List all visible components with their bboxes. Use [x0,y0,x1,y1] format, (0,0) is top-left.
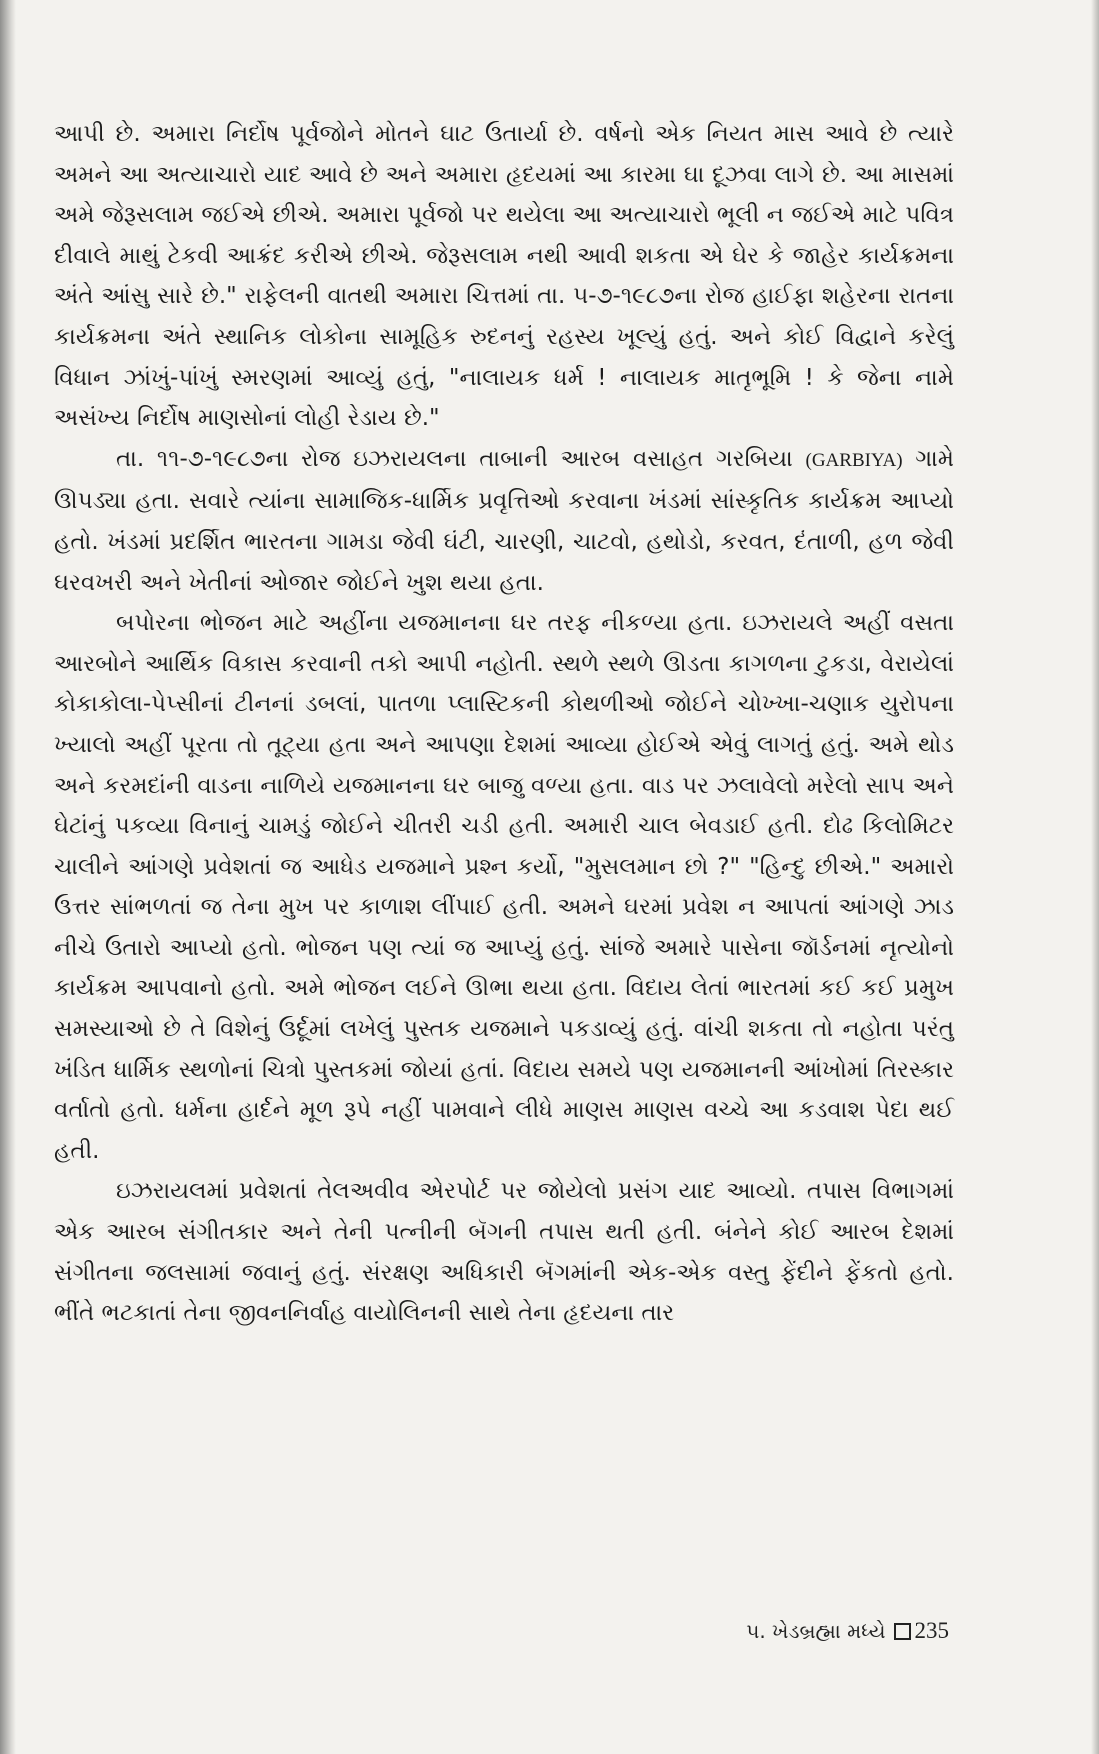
paragraph-2 [54,439,954,603]
paragraph-3: બપોરના ભોજન માટે અહીંના યજમાનના ઘર તરફ નીકળ્યા હતા. ઇઝરાયલે અહીં વસતા આરબોને આર્થિક વિકાસ કરવાની તકો આપી નહોતી. સ્થળે સ્થળે ઊડતા કાગળના ટુકડા, વેરાયેલાં કોકાકોલા-પેપ્સીનાં ટીનનાં ડબલાં, પાતળા પ્લાસ્ટિકની કોથળીઓ જોઈને ચોખ્ખા-ચણાક યુરોપના ખ્યાલો અહીં પૂરતા તો તૂટ્યા હતા અને આપણા દેશમાં આવ્યા હોઈએ એવું લાગતું હતું. અમે થોડ અને કરમદાંની વાડના નાળિયે યજમાનના ઘર બાજુ વળ્યા હતા. વાડ પર ઝલાવેલો મરેલો સાપ અને ઘેટાંનું પકવ્યા વિનાનું ચામડું જોઈને ચીતરી ચડી હતી. અમારી ચાલ બેવડાઈ હતી. દોઢ કિલોમિટર ચાલીને આંગણે પ્રવેશતાં જ આધેડ યજમાને પ્રશ્ન કર્યો, "મુસલમાન છો ?" "હિન્દુ છીએ." અમારો ઉત્તર સાંભળતાં જ તેના મુખ પર કાળાશ લીંપાઈ હતી. અમને ઘરમાં પ્રવેશ ન આપતાં આંગણે ઝાડ નીચે ઉતારો આપ્યો હતો. ભોજન પણ ત્યાં જ આપ્યું હતું. સાંજે અમારે પાસેના જૉર્ડનમાં નૃત્યોનો કાર્યક્રમ આપવાનો હતો. અમે ભોજન લઈને ઊભા થયા હતા. વિદાય લેતાં ભારતમાં કઈ કઈ પ્રમુખ સમસ્યાઓ છે તે વિશેનું ઉર્દૂમાં લખેલું પુસ્તક યજમાને પકડાવ્યું હતું. વાંચી શકતા તો નહોતા પરંતુ ખંડિત ધાર્મિક સ્થળોનાં ચિત્રો પુસ્તકમાં જોયાં હતાં. વિદાય સમયે પણ યજમાનની આંખોમાં તિરસ્કાર વર્તાતો હતો. ધર્મના હાર્દને મૂળ રૂપે નહીં પામવાને લીધે માણસ માણસ વચ્ચે આ કડવાશ પેદા થઈ હતી. [54,610,954,1164]
paragraph-4: ઇઝરાયલમાં પ્રવેશતાં તેલઅવીવ એરપોર્ટ પર જોયેલો પ્રસંગ યાદ આવ્યો. તપાસ વિભાગમાં એક આરબ સંગીતકાર અને તેની પત્નીની બૅગની તપાસ થતી હતી. બંનેને કોઈ આરબ દેશમાં સંગીતના જલસામાં જવાનું હતું. સંરક્ષણ અધિકારી બૅગમાંની એક-એક વસ્તુ ફેંદીને ફેંકતો હતો. ભીંતે ભટકાતાં તેના જીવનનિર્વાહ વાયોલિનની સાથે તેના હૃદયના તાર [54,1178,954,1327]
paragraph-2-text-continued: ગામે ઊપડ્યા હતા. સવારે ત્યાંના સામાજિક-ધાર્મિક પ્રવૃત્તિઓ કરવાના ખંડમાં સાંસ્કૃતિક કાર્યક્રમ આપ્યો હતો. ખંડમાં પ્રદર્શિત ભારતના ગામડા જેવી ઘંટી, ચારણી, ચાટવો, હથોડો, કરવત, દંતાળી, હળ જેવી ઘરવખરી અને ખેતીનાં ઓજાર જોઈને ખુશ થયા હતા. [54,445,955,596]
square-separator-icon [894,1623,911,1640]
page-body-text [54,114,954,1334]
page-footer [746,1618,949,1644]
paragraph-2-text: તા. ૧૧-૭-૧૯૮૭ના રોજ ઇઝરાયલના તાબાની આરબ વસાહત ગરબિયા [116,445,793,472]
garbiya-latin-text: (GARBIYA) [805,449,903,471]
chapter-title: ૫. ખેડબ્રહ્મા મધ્યે [746,1619,886,1643]
page-number: 235 [914,1618,949,1643]
paragraph-1: આપી છે. અમારા નિર્દોષ પૂર્વજોને મોતને ઘાટ ઉતાર્યા છે. વર્ષનો એક નિયત માસ આવે છે ત્યારે અમને આ અત્યાચારો યાદ આવે છે અને અમારા હૃદયમાં આ કારમા ઘા દૂઝવા લાગે છે. આ માસમાં અમે જેરૂસલામ જઈએ છીએ. અમારા પૂર્વજો પર થયેલા આ અત્યાચારો ભૂલી ન જઈએ માટે પવિત્ર દીવાલે માથું ટેકવી આક્રંદ કરીએ છીએ. જેરૂસલામ નથી આવી શકતા એ ઘેર કે જાહેર કાર્યક્રમના અંતે આંસુ સારે છે." રાફેલની વાતથી અમારા ચિત્તમાં તા. ૫-૭-૧૯૮૭ના રોજ હાઈફા શહેરના રાતના કાર્યક્રમના અંતે સ્થાનિક લોકોના સામૂહિક રુદનનું રહસ્ય ખૂલ્યું હતું. અને કોઈ વિદ્વાને કરેલું વિધાન ઝાંખું-પાંખું સ્મરણમાં આવ્યું હતું, "નાલાયક ધર્મ ! નાલાયક માતૃભૂમિ ! કે જેના નામે અસંખ્ય નિર્દોષ માણસોનાં લોહી રેડાય છે." [54,121,954,432]
